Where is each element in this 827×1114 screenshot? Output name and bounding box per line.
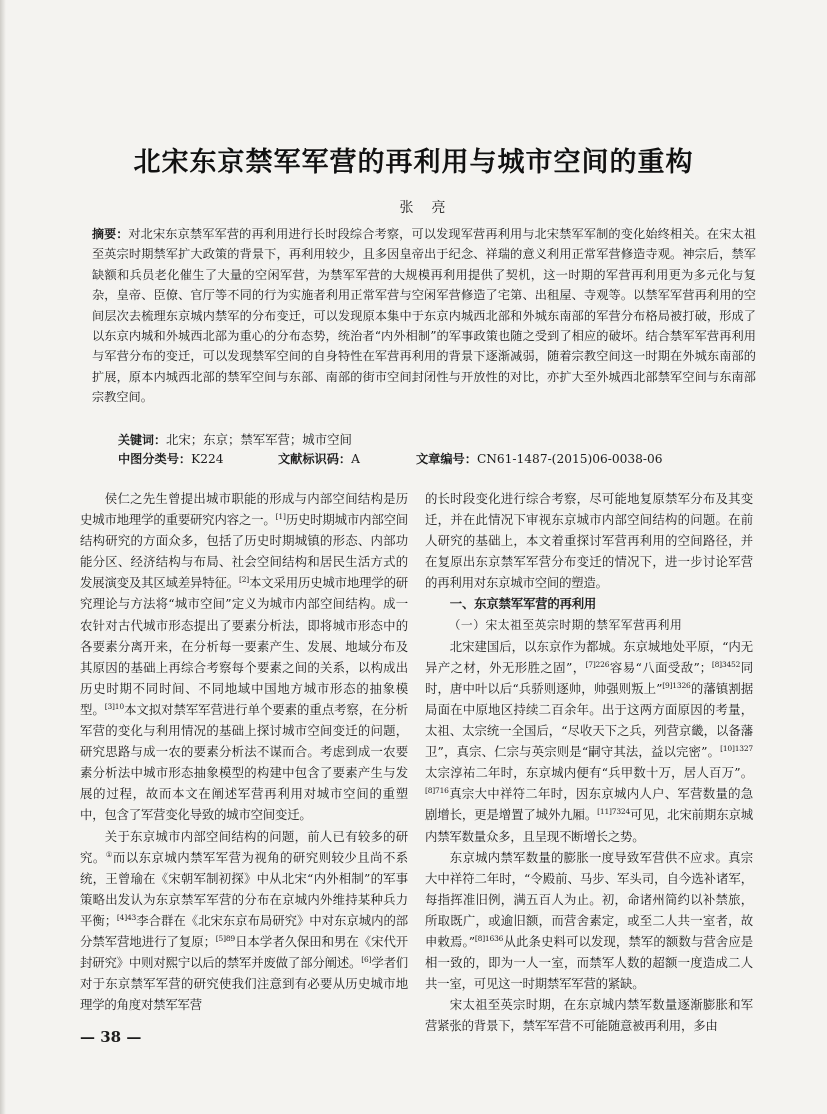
text-run: 本文采用历史城市地理学的研究理论与方法将“城市空间”定义为城市内部空间结构。成一农针对古代城市形态提出了要素分析法，即将城市形态中的各要素分离开来，在分析每一要素产生、发展、地域分布及其原因的基础上再综合考察每个要素之间的关系，以构成出历史时期不同时间、不同地域中国地方城市形态的抽象模型。 [80, 575, 408, 717]
citation-ref: [4] [116, 912, 127, 922]
text-run: 日本学者久保田和男在《宋代开封研究》中则对熙宁以后的禁军并废做了部分阐述。 [80, 933, 408, 971]
text-run: 的藩镇割据局面在中原地区持续二百余年。出于这两方面原因的考量，太祖、太宗统一全国后，“尽收天下之兵，列营京畿，以备藩卫”，真宗、仁宗与英宗则是“嗣守其法，益以完密”。 [425, 680, 754, 760]
citation [425, 786, 449, 795]
text-run: 本文拟对禁军军营进行单个要素的重点考察，在分析军营的变化与利用情况的基础上探讨城市空间变迁的问题，研究思路与成一农的要素分析法不谋而合。考虑到成一农要素分析法中城市形态抽象模型的构建中包含了要素产生与发展的过程，故而本文在阐述军营再利用对城市空间的重塑中，包含了军营变化导致的城市空间变迁。 [80, 701, 408, 823]
citation: [6] [361, 954, 372, 964]
text-run: 太宗淳祐二年时，东京城内便有“兵甲数十万，居人百万”。 [425, 765, 753, 781]
citation-page: 89 [225, 933, 235, 943]
document-code-value: A [351, 452, 360, 466]
abstract-text: 对北宋东京禁军军营的再利用进行长时段综合考察，可以发现军营再利用与北宋禁军军制的变化始终相关。在宋太祖至英宗时期禁军扩大政策的背景下，再利用较少，且多因皇帝出于纪念、祥瑞的意义利用正常军营修造寺观。神宗后，禁军缺额和兵员老化催生了大量的空闲军营，为禁军军营的大规模再利用提供了契机，这一时期的军营再利用更为多元化与复杂，皇帝、臣僚、官厅等不同的行为实施者利用正常军营与空闲军营修造了宅第、出租屋、寺观等。以禁军军营再利用的空间层次去梳理东京城内禁军的分布变迁，可以发现原本集中于东京内城西北部和外城东南部的军营分布格局被打破，形成了以东京内城和外城西北部为重心的分布态势，统治者“内外相制”的军事政策也随之受到了相应的破坏。结合禁军军营再利用与军营分布的变迁，可以发现禁军空间的自身特性在军营再利用的背景下逐渐减弱，随着宗教空间这一时期在外城东南部的扩展，原本内城西北部的禁军空间与东部、南部的街市空间封闭性与开放性的对比，亦扩大至外城西北部禁军空间与东南部宗教空间。 [92, 227, 756, 405]
text-run: 北宋建国后，以东京作为都城。东京城地处平原，“内无异产之材，外无形胜之固”， [425, 638, 753, 675]
text-run: 容易“八面受敌”； [609, 659, 712, 675]
body-paragraph: 宋太祖至英宗时期，在东京城内禁军数量逐渐膨胀和军营紧张的背景下，禁军军营不可能随意被再利用，多由 [425, 997, 753, 1034]
subsection-heading: （一）宋太祖至英宗时期的禁军军营再利用 [448, 617, 683, 632]
text-run: 东京城内禁军数量的膨胀一度导致军营供不应求。真宗大中祥符二年时，“令殿前、马步、军头司，自今选补诸军，每指挥准旧例，满五百人为止。初，命诸州简约以补禁旅，所取既广，或逾旧额，而营舍素定，或至二人共一室者，故申敕焉。” [425, 849, 753, 949]
citation [586, 660, 610, 669]
section-heading: 一、东京禁军军营的再利用 [449, 596, 597, 612]
citation-page: 43 [126, 912, 137, 922]
document-code [278, 450, 360, 467]
citation [597, 807, 630, 816]
clc-label: 中图分类号： [118, 452, 192, 466]
article-number-value: CN61-1487-(2015)06-0038-06 [476, 452, 663, 466]
citation-page: 3452 [721, 659, 741, 669]
left-column [80, 488, 408, 1015]
text-run: 学者们对于东京禁军军营的研究使我们注意到有必要从历史城市地理学的角度对禁军军营 [80, 955, 408, 1013]
body-paragraph [80, 488, 408, 826]
text-run: 李合群在《北宋东京布局研究》中对东京城内的部分禁军营地进行了复原； [80, 912, 408, 949]
citation-ref: [8] [474, 933, 485, 943]
article-number-label: 文章编号： [416, 452, 477, 466]
body-paragraph [425, 847, 753, 995]
citation-page: 1327 [734, 744, 753, 753]
article-title: 北宋东京禁军军营的再利用与城市空间的重构 [133, 147, 694, 178]
citation-page: 226 [595, 659, 610, 669]
citation [105, 702, 124, 711]
body-paragraph-continued: 的长时段变化进行综合考察，尽可能地复原禁军分布及其变迁，并在此情况下审视东京城市内部空间结构的问题。在前人研究的基础上，本文着重探讨军营再利用的空间路径，并在复原出东京禁军军营分布变迁的情况下，进一步讨论军营的再利用对东京城市空间的塑造。 [425, 491, 753, 591]
citation: [1] [275, 511, 286, 521]
right-column [425, 488, 753, 1036]
citation-page: 1636 [484, 933, 504, 943]
document-code-label: 文献标识码： [278, 452, 352, 466]
text-run: 关于东京城市内部空间结构的问题，前人已有较多的研究。 [80, 828, 408, 865]
text-run: 可见，北宋前期东京城内禁军数量众多，且呈现不断增长之势。 [425, 807, 754, 844]
citation [712, 660, 740, 669]
citation: [2] [238, 575, 250, 585]
article-number [416, 450, 662, 467]
author-name: 张亮 [399, 200, 464, 216]
citation-page: 1326 [672, 680, 691, 690]
citation-ref: [9] [662, 680, 673, 690]
citation-ref: [8] [425, 786, 436, 796]
citation-ref: [10] [720, 744, 735, 753]
page-number: — 38 — [80, 1028, 142, 1046]
citation-ref: [3] [104, 701, 115, 711]
abstract-label: 摘要： [92, 227, 129, 241]
citation [720, 744, 753, 753]
text-run: 从此条史料可以发现，禁军的额数与营舍应是相一致的，即为一人一室，而禁军人数的超额一度造成二人共一室，可见这一时期禁军军营的紧缺。 [425, 933, 753, 992]
keywords-label: 关键词： [118, 433, 167, 447]
citation [475, 934, 503, 943]
text-run: 真宗大中祥符二年时，因东京城内人户、军营数量的急剧增长，更是增置了城外九厢。 [425, 786, 753, 823]
citation-page: 10 [114, 701, 124, 711]
text-run: 而以东京城内禁军军营为视角的研究则较少且尚不系统，王曾瑜在《宋朝军制初探》中从北宋“内外相制”的军事策略出发认为东京禁军军营的分布在京城内外维持某种兵力平衡； [80, 849, 408, 928]
abstract [92, 224, 756, 408]
citation-ref: [8] [711, 659, 722, 669]
citation-page: 716 [435, 786, 449, 796]
clc-number [118, 450, 224, 467]
citation [216, 934, 235, 943]
text-run: 侯仁之先生曾提出城市职能的形成与内部空间结构是历史城市地理学的重要研究内容之一。 [80, 491, 408, 528]
citation [662, 681, 690, 690]
clc-value: K224 [191, 452, 224, 466]
citation: ① [105, 849, 113, 859]
citation-page: 7324 [611, 807, 631, 817]
citation [117, 913, 136, 922]
text-run: 历史时期城市内部空间结构研究的方面众多，包括了历史时期城镇的形态、内部功能分区、经济结构与布局、社会空间结构和居民生活方式的发展演变及其区域差异特征。 [80, 512, 408, 591]
keywords [118, 430, 352, 448]
keywords-text: 北宋；东京；禁军军营；城市空间 [166, 432, 352, 447]
text-run: 同时，唐中叶以后“兵骄则逐帅，帅强则叛上” [425, 659, 754, 696]
citation-ref: [7] [585, 659, 596, 669]
body-paragraph [80, 826, 408, 1016]
body-paragraph [425, 636, 753, 847]
citation-ref: [11] [597, 807, 612, 817]
citation-ref: [5] [215, 933, 226, 943]
